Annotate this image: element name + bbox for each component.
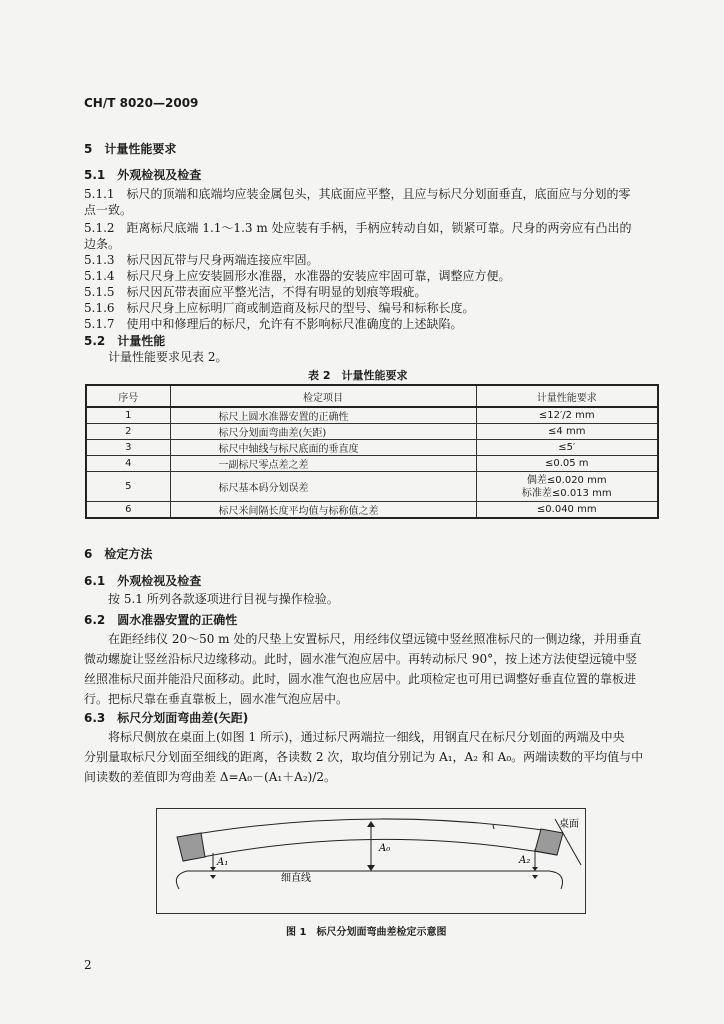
left-end-cap (177, 833, 205, 861)
section-6-1-title: 6.1 外观检视及检查 (84, 574, 202, 588)
table-header-row (86, 385, 658, 407)
table-row (86, 502, 658, 519)
para-6-1: 按 5.1 所列各款逐项进行目视与操作检验。 (108, 592, 339, 606)
para-6-3-line2: 分别量取标尺分划面至细线的距离，各读数 2 次，取均值分别记为 A₁，A₂ 和 A₀。两端读数的平均值与中 (84, 750, 644, 764)
para-5-1-1-line1: 5.1.1 标尺的顶端和底端均应装金属包头，其底面应平整，且应与标尺分划面垂直，底面应与分划的零 (84, 187, 631, 201)
cell-req: ≤12′/2 mm (476, 407, 658, 424)
cell-item: 标尺上圆水准器安置的正确性 (170, 407, 476, 424)
bending-diagram (157, 809, 585, 913)
para-5-1-2-line2: 边条。 (84, 237, 121, 251)
section-5-1-title: 5.1 外观检视及检查 (84, 168, 202, 182)
col-header-no: 序号 (86, 385, 170, 407)
para-6-2-line1: 在距经纬仪 20～50 m 处的尺垫上安置标尺，用经纬仪望远镜中竖丝照准标尺的一侧边缘，并用垂直 (108, 632, 642, 646)
para-5-1-7: 5.1.7 使用中和修理后的标尺，允许有不影响标尺准确度的上述缺陷。 (84, 317, 463, 331)
cell-req: ≤5′ (476, 440, 658, 456)
cell-req-line2: 标准差≤0.013 mm (521, 487, 612, 499)
table-row (86, 424, 658, 440)
section-5-title: 5 计量性能要求 (84, 142, 177, 156)
a0-arrow-up (367, 821, 375, 827)
label-thread: 细直线 (281, 873, 311, 884)
label-a2: A₂ (519, 855, 531, 866)
a1-arrow (210, 867, 216, 871)
thread-left-end (176, 871, 187, 889)
col-header-req: 计量性能要求 (476, 385, 658, 407)
standard-code: CH/T 8020—2009 (84, 96, 199, 110)
cell-no: 1 (86, 407, 170, 424)
para-6-2-line2: 微动螺旋让竖丝沿标尺边缘移动。此时，圆水准气泡应居中。再转动标尺 90°，按上述方法使望远镜中竖 (84, 652, 638, 666)
cell-item: 标尺分划面弯曲差(矢距) (170, 424, 476, 440)
cell-no: 5 (86, 472, 170, 502)
label-a1: A₁ (217, 857, 229, 868)
cell-req: ≤4 mm (476, 424, 658, 440)
para-5-1-2-line1: 5.1.2 距离标尺底端 1.1～1.3 m 处应装有手柄，手柄应转动自如，锁紧可靠。尺身的两旁应有凸出的 (84, 221, 632, 235)
para-5-1-1-line2: 点一致。 (84, 203, 133, 217)
right-end-cap (535, 829, 563, 855)
thread-line (187, 871, 563, 889)
staff-bottom-edge (183, 839, 557, 861)
cell-item: 标尺米间隔长度平均值与标称值之差 (170, 502, 476, 519)
table-row (86, 407, 658, 424)
a2-arrow-below (532, 875, 538, 879)
cell-item: 标尺中轴线与标尺底面的垂直度 (170, 440, 476, 456)
table-row (86, 456, 658, 472)
a0-arrow-down (367, 865, 375, 871)
cell-req: ≤0.05 m (476, 456, 658, 472)
label-table: 桌面 (559, 819, 579, 830)
label-a0: A₀ (379, 843, 391, 854)
table-row (86, 440, 658, 456)
cell-item: 标尺基本码分划误差 (170, 472, 476, 502)
para-5-2: 计量性能要求见表 2。 (108, 350, 228, 364)
cell-req: ≤0.040 mm (476, 502, 658, 519)
page-number: 2 (84, 958, 92, 972)
metrics-table (85, 384, 659, 519)
para-6-3-line3: 间读数的差值即为弯曲差 Δ=A₀－(A₁＋A₂)/2。 (84, 770, 337, 784)
a2-arrow (532, 867, 538, 871)
para-6-2-line3: 丝照准标尺面并能沿尺面移动。此时，圆水准气泡也应居中。此项检定也可用已调整好垂直位置的靠板进 (84, 672, 637, 686)
table-row (86, 472, 658, 502)
para-5-1-6: 5.1.6 标尺尺身上应标明厂商或制造商及标尺的型号、编号和标称长度。 (84, 301, 475, 315)
cell-no: 4 (86, 456, 170, 472)
para-5-1-5: 5.1.5 标尺因瓦带表面应平整光洁，不得有明显的划痕等瑕疵。 (84, 285, 427, 299)
cell-req-line1: 偶差≤0.020 mm (526, 474, 607, 486)
figure-1 (156, 808, 586, 914)
col-header-item: 检定项目 (170, 385, 476, 407)
para-5-1-3: 5.1.3 标尺因瓦带与尺身两端连接应牢固。 (84, 253, 319, 267)
cell-no: 6 (86, 502, 170, 519)
a1-arrow-below (210, 875, 216, 879)
cell-no: 2 (86, 424, 170, 440)
tick-mark (493, 825, 494, 829)
para-6-2-line4: 行。把标尺靠在垂直靠板上，圆水准气泡应居中。 (84, 692, 349, 706)
table-2-caption: 表 2 计量性能要求 (308, 369, 408, 382)
para-6-3-line1: 将标尺侧放在桌面上(如图 1 所示)，通过标尺两端拉一细线，用钢直尺在标尺分划面的两端及中央 (108, 730, 625, 744)
cell-item: 一副标尺零点差之差 (170, 456, 476, 472)
section-6-2-title: 6.2 圆水准器安置的正确性 (84, 613, 238, 627)
para-5-1-4: 5.1.4 标尺尺身上应安装圆形水准器，水准器的安装应牢固可靠，调整应方便。 (84, 269, 511, 283)
figure-1-caption: 图 1 标尺分划面弯曲差检定示意图 (286, 927, 447, 938)
section-6-title: 6 检定方法 (84, 547, 153, 561)
cell-req (476, 472, 658, 502)
section-5-2-title: 5.2 计量性能 (84, 334, 166, 348)
cell-no: 3 (86, 440, 170, 456)
section-6-3-title: 6.3 标尺分划面弯曲差(矢距) (84, 711, 249, 725)
